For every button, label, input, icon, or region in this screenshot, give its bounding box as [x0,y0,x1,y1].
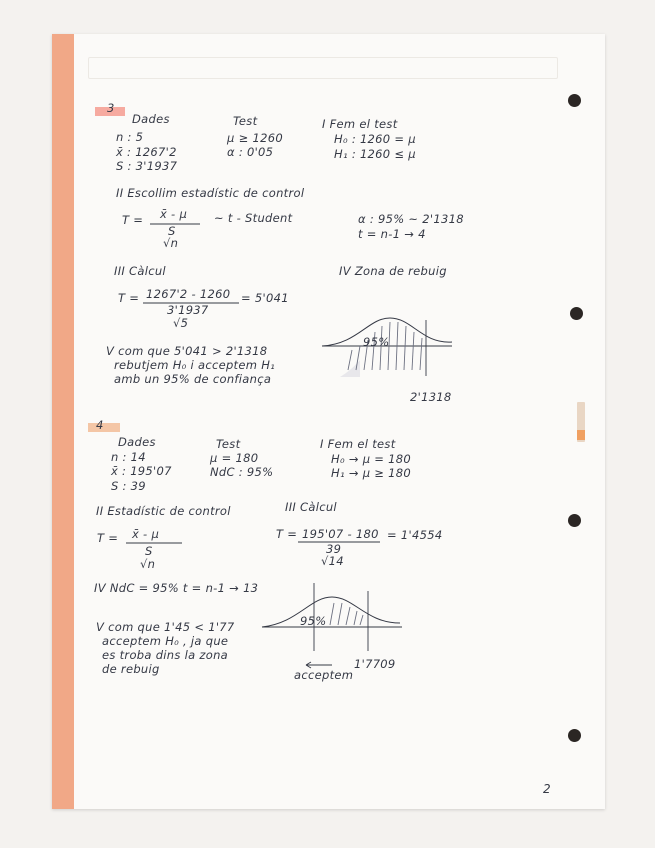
page-margin-strip [52,34,74,809]
fem-h1: H₁ → μ ≥ 180 [331,466,412,480]
fem-title: I Fem el test [320,437,396,451]
dades-title: Dades [132,112,170,126]
accept-label: acceptem [294,668,354,682]
test-alpha: α : 0'05 [227,145,274,159]
formula-den-root: √n [163,236,179,250]
formula-t: T = [276,527,298,541]
dades-xbar: x̄ : 195'07 [111,464,172,478]
exercise-number: 4 [96,418,104,432]
fem-h0: H₀ : 1260 = μ [334,132,416,146]
fem-title: I Fem el test [322,117,398,131]
calc-den-root: √5 [173,316,189,330]
formula-t: T = [118,291,140,305]
fem-h0: H₀ → μ = 180 [331,452,412,466]
formula-t: T = [97,531,119,545]
distribution: ~ t - Student [214,211,293,225]
test-hypothesis: μ ≥ 1260 [227,131,283,145]
conclusion-line: V com que 1'45 < 1'77 [96,620,235,634]
exercise-highlight [88,423,120,432]
formula-t: T = [122,213,144,227]
calc-den-s: 39 [326,542,342,556]
formula-numerator: x̄ - μ [160,207,188,221]
dades-n: n : 14 [111,450,146,464]
calc-den-s: 3'1937 [167,303,209,317]
dades-n: n : 5 [116,130,144,144]
calc-numerator: 1267'2 - 1260 [146,287,231,301]
dades-title: Dades [118,435,156,449]
binder-hole [568,514,581,527]
section-title: IV Zona de rebuig [339,264,447,278]
page-number: 2 [543,782,551,796]
calc-result: = 1'4554 [387,528,443,542]
dades-xbar: x̄ : 1267'2 [116,145,177,159]
degrees-freedom: t = n-1 → 4 [358,227,426,241]
binder-hole [570,307,583,320]
conclusion-line: amb un 95% de confiança [114,372,272,386]
binder-hole [568,729,581,742]
exercise-number: 3 [107,101,115,115]
section-title: II Escollim estadístic de control [116,186,305,200]
section-title: III Càlcul [285,500,337,514]
test-ndc: NdC : 95% [210,465,274,479]
section-title: III Càlcul [114,264,166,278]
header-box [88,57,558,79]
calc-den-root: √14 [321,554,344,568]
conclusion-line: es troba dins la zona [102,648,229,662]
critical-value: 2'1318 [410,390,452,404]
dades-s: S : 3'1937 [116,159,178,173]
curve-percent: 95% [363,335,390,349]
fem-h1: H₁ : 1260 ≤ μ [334,147,416,161]
critical-value: 1'7709 [354,657,396,671]
page-tab-tip [577,430,585,440]
binder-hole [568,94,581,107]
formula-den-s: S [168,224,176,238]
calc-result: = 5'041 [241,291,289,305]
test-title: Test [233,114,258,128]
section-title: II Estadístic de control [96,504,231,518]
acceptance-zone-curve [258,583,408,655]
calc-numerator: 195'07 - 180 [302,527,379,541]
formula-numerator: x̄ - μ [132,527,160,541]
fraction-bar [126,542,182,544]
dades-s: S : 39 [111,479,146,493]
test-title: Test [216,437,241,451]
alpha-critical: α : 95% ~ 2'1318 [358,212,464,226]
curve-percent: 95% [300,614,327,628]
conclusion-line: acceptem H₀ , ja que [102,634,229,648]
ndc-line: IV NdC = 95% t = n-1 → 13 [94,581,259,595]
formula-den-s: S [145,544,153,558]
conclusion-line: rebutjem H₀ i acceptem H₁ [114,358,276,372]
test-hypothesis: μ = 180 [210,451,259,465]
formula-den-root: √n [140,557,156,571]
conclusion-line: V com que 5'041 > 2'1318 [106,344,268,358]
conclusion-line: de rebuig [102,662,160,676]
